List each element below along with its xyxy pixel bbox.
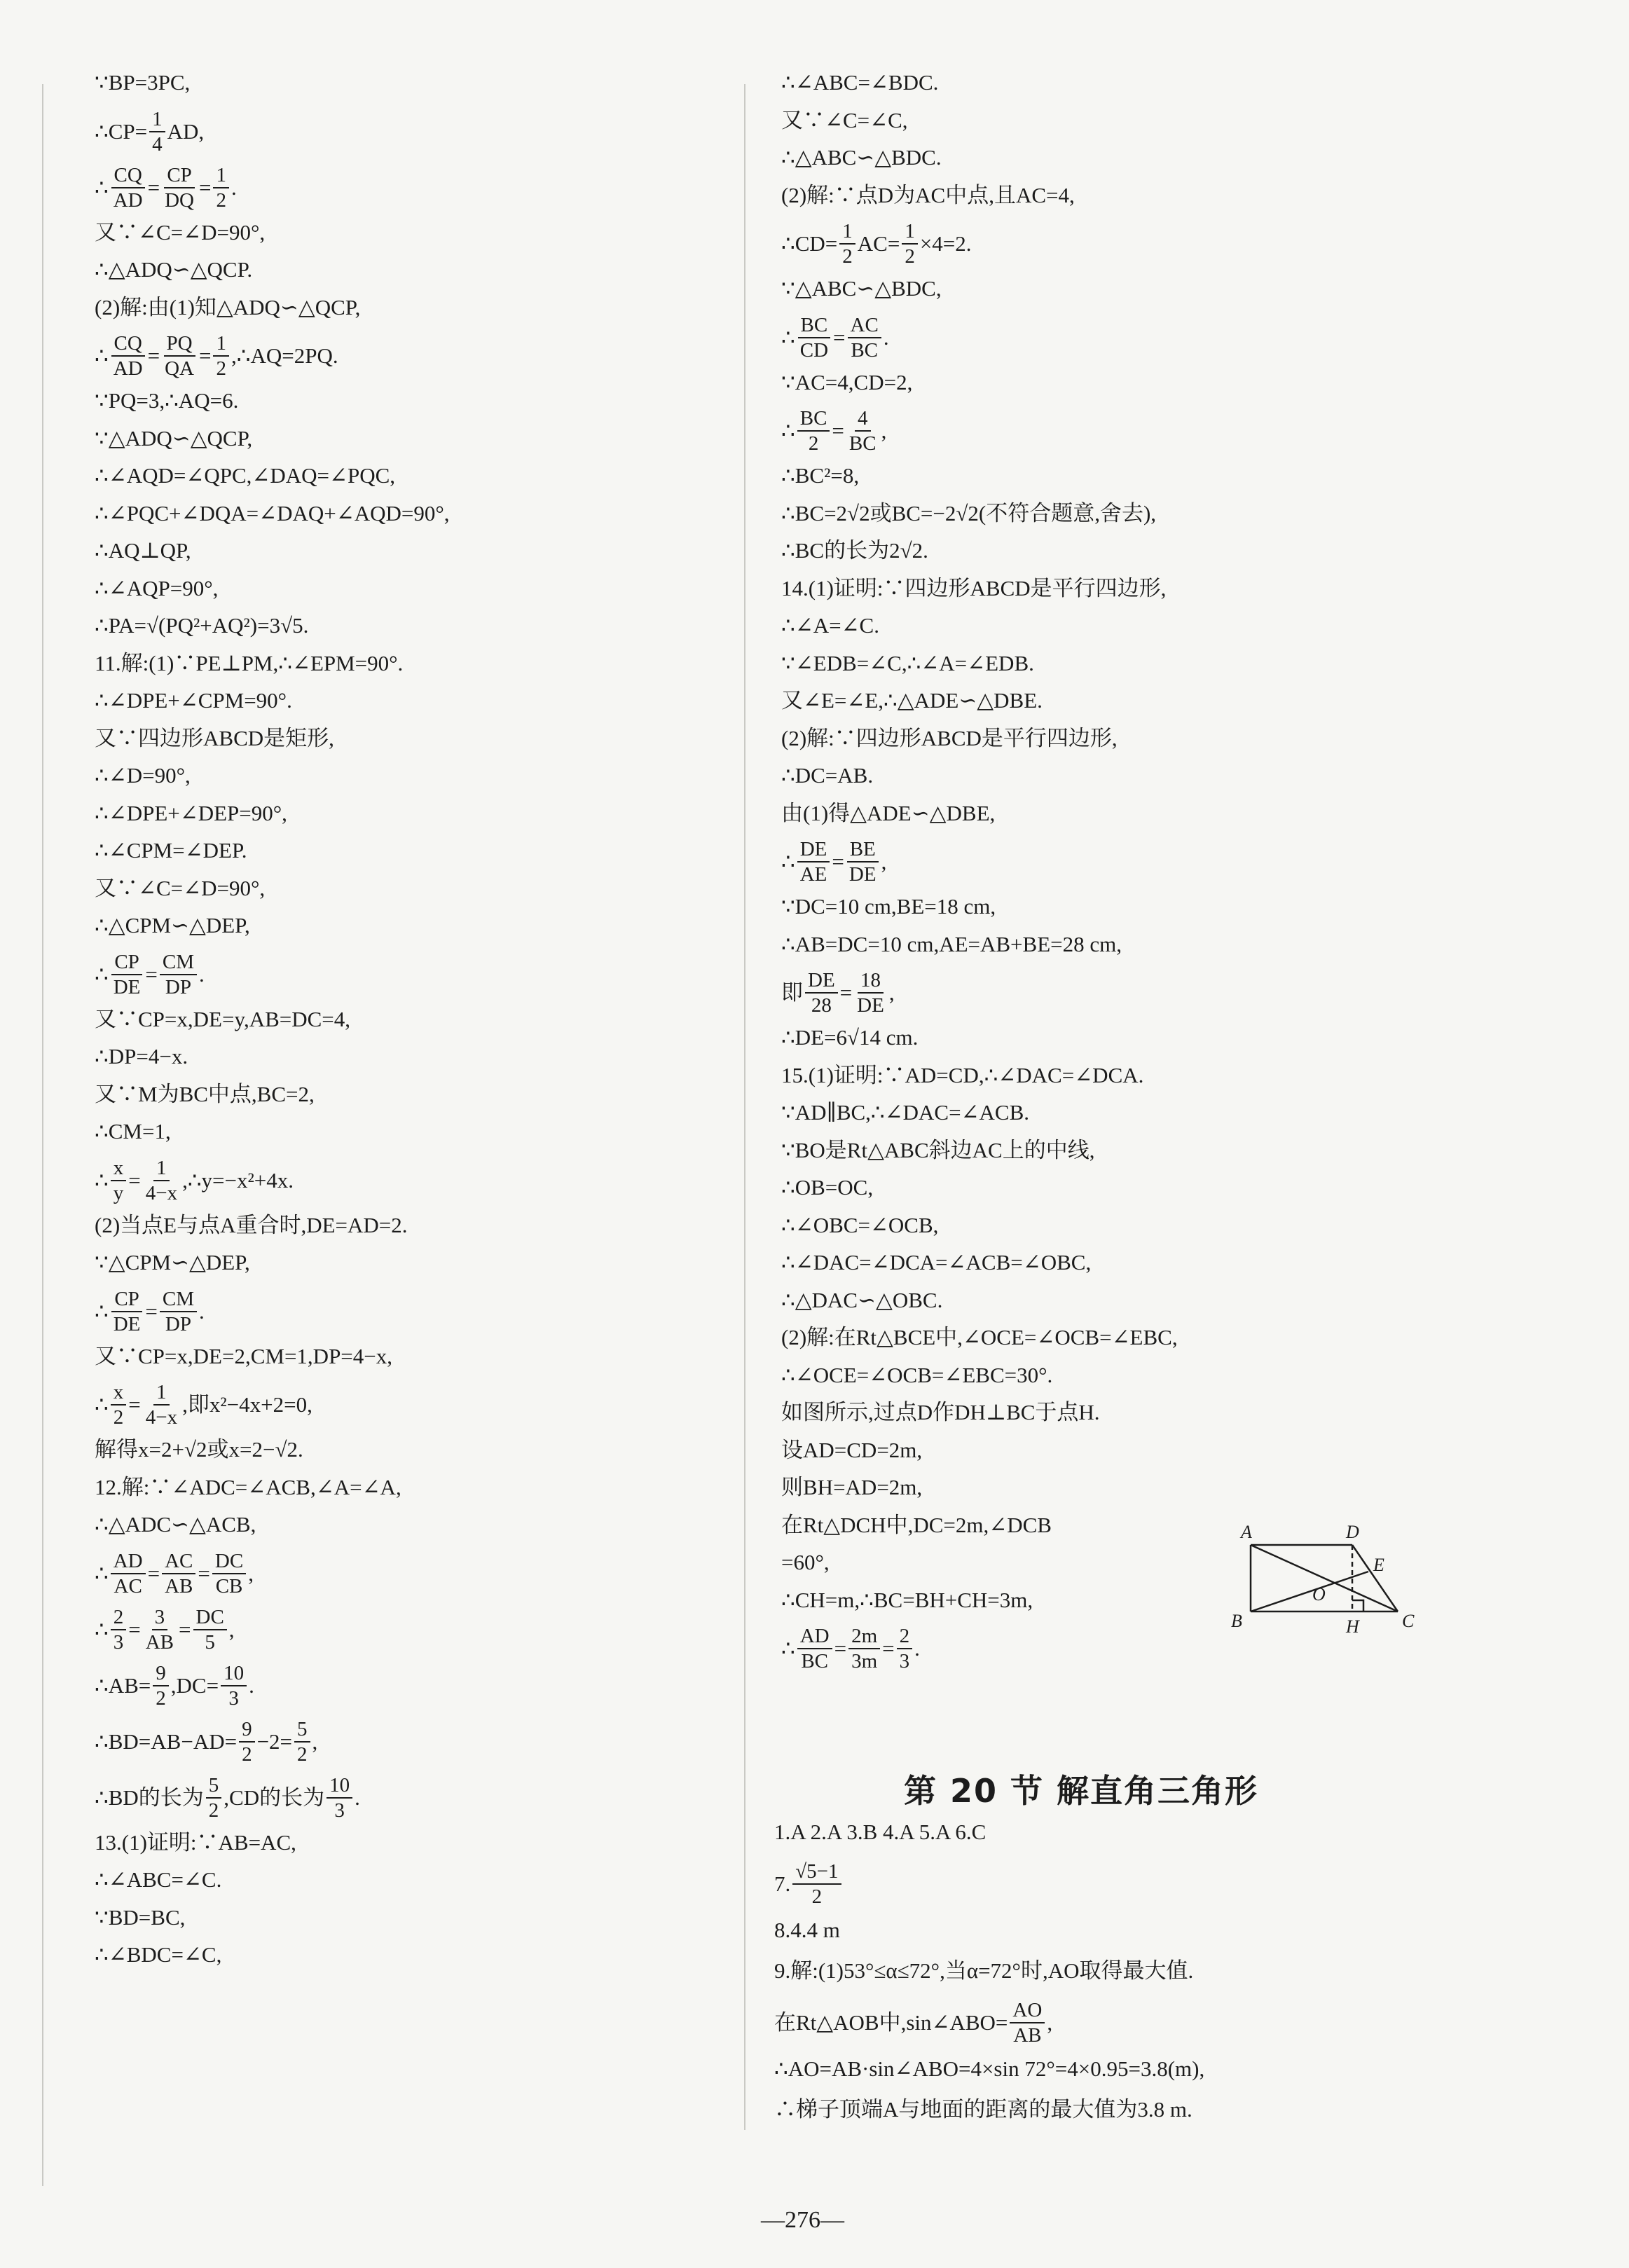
text-line xyxy=(95,1599,235,1661)
fraction-numerator: DC xyxy=(193,1605,227,1630)
text-run: ∴ xyxy=(95,1616,109,1642)
text-line: 9.解:(1)53°≤α≤72°,当α=72°时,AO取得最大值. xyxy=(774,1958,1194,1983)
text-line: ∴∠OBC=∠OCB, xyxy=(781,1212,939,1237)
fraction-numerator: 2m xyxy=(848,1624,880,1649)
text-line: ∴∠PQC+∠DQA=∠DAQ+∠AQD=90°, xyxy=(95,500,450,525)
fraction-denominator: 2 xyxy=(113,1406,124,1429)
text-line: ∴△DAC∽△OBC. xyxy=(781,1287,943,1312)
fraction-numerator: √5−1 xyxy=(792,1860,841,1885)
text-run: . xyxy=(231,174,237,200)
fraction-numerator: 1 xyxy=(153,1156,170,1181)
text-run: , xyxy=(1047,2010,1053,2035)
text-line xyxy=(95,1543,254,1604)
fraction-denominator: AB xyxy=(1013,2024,1042,2047)
text-line: ∴∠A=∠C. xyxy=(781,613,879,638)
fraction xyxy=(143,1605,177,1654)
text-line xyxy=(95,1374,312,1436)
fraction-numerator: 1 xyxy=(839,219,855,245)
text-line: ∵△ABC∽△BDC, xyxy=(781,276,942,301)
fraction xyxy=(143,1156,180,1205)
text-run: , xyxy=(881,418,887,443)
fraction xyxy=(294,1717,310,1766)
fraction-numerator: BC xyxy=(797,406,830,432)
fraction-denominator: CB xyxy=(215,1574,243,1597)
text-line: ∴BC=2√2或BC=−2√2(不符合题意,舍去), xyxy=(781,500,1157,525)
text-run: ∴ xyxy=(95,1298,109,1324)
text-line: 解得x=2+√2或x=2−√2. xyxy=(95,1437,303,1462)
text-run: . xyxy=(199,961,205,987)
fraction-denominator: 2 xyxy=(208,1799,219,1822)
text-line: 在Rt△DCH中,DC=2m,∠DCB xyxy=(781,1512,1052,1537)
fraction xyxy=(221,1661,247,1710)
fraction xyxy=(111,1380,127,1429)
text-line: ∴△CPM∽△DEP, xyxy=(95,913,250,937)
text-line: 由(1)得△ADE∽△DBE, xyxy=(781,800,996,825)
fraction-denominator: BC xyxy=(851,338,878,362)
text-line: (2)解:∵四边形ABCD是平行四边形, xyxy=(781,725,1118,750)
text-line: ∴∠ABC=∠C. xyxy=(95,1867,222,1892)
text-line: ∵△CPM∽△DEP, xyxy=(95,1250,250,1274)
fraction-numerator: AC xyxy=(848,313,881,338)
text-line xyxy=(95,1711,317,1773)
text-run: ,即x²−4x+2=0, xyxy=(182,1392,312,1417)
fraction xyxy=(1010,1998,1045,2047)
fraction xyxy=(160,950,197,999)
fraction-denominator: BC xyxy=(848,432,877,455)
text-line: ∴AO=AB·sin∠ABO=4×sin 72°=4×0.95=3.8(m), xyxy=(774,2056,1205,2081)
text-run: , xyxy=(312,1729,318,1754)
text-line xyxy=(95,1281,205,1342)
fraction xyxy=(797,837,830,886)
text-line: 8.4.4 m xyxy=(774,1918,840,1942)
fraction-numerator: 1 xyxy=(149,107,165,132)
fraction-denominator: DE xyxy=(848,863,877,886)
text-line: ∴DP=4−x. xyxy=(95,1044,188,1068)
label-d: D xyxy=(1346,1522,1359,1542)
text-run: = xyxy=(832,418,844,443)
fraction xyxy=(206,1773,222,1822)
text-run: = xyxy=(147,343,160,368)
text-run: ∴ xyxy=(95,1392,109,1417)
text-line: 14.(1)证明:∵四边形ABCD是平行四边形, xyxy=(781,575,1167,600)
text-run: ∴BD=AB−AD= xyxy=(95,1729,238,1754)
text-line: =60°, xyxy=(781,1550,830,1574)
text-run: ∴ xyxy=(781,418,795,443)
fraction-denominator: CD xyxy=(799,338,829,362)
text-line: ∵AD∥BC,∴∠DAC=∠ACB. xyxy=(781,1100,1030,1125)
text-line: 设AD=CD=2m, xyxy=(781,1437,923,1462)
text-line: 11.解:(1)∵PE⊥PM,∴∠EPM=90°. xyxy=(95,650,404,675)
segment-be xyxy=(1251,1572,1368,1611)
fraction-numerator: 10 xyxy=(327,1773,352,1799)
text-run: . xyxy=(914,1636,920,1661)
text-run: = xyxy=(128,1167,141,1193)
text-line xyxy=(95,1150,294,1211)
text-run: = xyxy=(882,1636,895,1661)
text-line xyxy=(95,101,204,163)
text-run: = xyxy=(832,849,844,874)
fraction-numerator: 1 xyxy=(153,1380,170,1406)
text-line: ∴OB=OC, xyxy=(781,1175,874,1200)
label-b: B xyxy=(1231,1611,1242,1631)
text-line: ∵BP=3PC, xyxy=(95,70,191,95)
fraction-denominator: 3 xyxy=(113,1630,124,1654)
fraction-denominator: 2 xyxy=(811,1885,823,1908)
text-run: 即 xyxy=(781,980,803,1005)
label-a: A xyxy=(1241,1522,1252,1542)
fraction-numerator: AD xyxy=(111,1549,146,1574)
fraction-denominator: 4 xyxy=(152,132,163,156)
fraction-denominator: DE xyxy=(113,975,141,998)
label-o: O xyxy=(1312,1584,1326,1604)
fraction-denominator: BC xyxy=(801,1650,829,1672)
fraction xyxy=(902,219,918,268)
text-run: = xyxy=(128,1616,141,1642)
fraction-denominator: AE xyxy=(799,863,827,886)
right-angle-mark xyxy=(1352,1600,1363,1611)
text-line: ∴∠CPM=∠DEP. xyxy=(95,838,247,862)
text-run: . xyxy=(883,324,889,350)
fraction xyxy=(846,406,879,455)
fraction-numerator: DE xyxy=(805,968,838,994)
text-line: ∴PA=√(PQ²+AQ²)=3√5. xyxy=(95,613,309,638)
text-run: , xyxy=(881,849,887,874)
text-line xyxy=(95,157,237,219)
label-c: C xyxy=(1402,1611,1415,1631)
text-line xyxy=(95,325,338,387)
text-line: ∴△ADC∽△ACB, xyxy=(95,1512,256,1537)
fraction-denominator: 5 xyxy=(205,1630,215,1654)
fraction-denominator: DP xyxy=(165,1312,191,1335)
text-line: 15.(1)证明:∵AD=CD,∴∠DAC=∠DCA. xyxy=(781,1062,1144,1087)
text-line: 1.A 2.A 3.B 4.A 5.A 6.C xyxy=(774,1820,987,1844)
fraction xyxy=(327,1773,352,1822)
text-line: 如图所示,过点D作DH⊥BC于点H. xyxy=(781,1400,1100,1424)
text-run: ,CD的长为 xyxy=(224,1785,325,1810)
text-line: ∴∠AQD=∠QPC,∠DAQ=∠PQC, xyxy=(95,463,396,488)
fraction-denominator: 4−x xyxy=(145,1406,178,1429)
fraction-denominator: AD xyxy=(113,188,143,212)
text-run: ∴ xyxy=(95,343,109,368)
fraction-denominator: 4−x xyxy=(145,1181,178,1204)
text-line: ∵PQ=3,∴AQ=6. xyxy=(95,388,239,413)
text-line: ∴∠D=90°, xyxy=(95,763,191,788)
fraction xyxy=(797,313,831,362)
fraction-numerator: AD xyxy=(797,1624,832,1649)
fraction-denominator: QA xyxy=(165,357,194,380)
text-run: −2= xyxy=(256,1729,293,1754)
text-line: ∴AB=DC=10 cm,AE=AB+BE=28 cm, xyxy=(781,931,1122,956)
text-run: , xyxy=(228,1616,235,1642)
fraction-numerator: DE xyxy=(797,837,830,862)
text-run: ∴ xyxy=(781,324,795,350)
fraction xyxy=(239,1717,255,1766)
text-run: = xyxy=(179,1616,191,1642)
fraction-numerator: 18 xyxy=(858,968,884,994)
text-line: ∴∠OCE=∠OCB=∠EBC=30°. xyxy=(781,1362,1053,1387)
fraction-numerator: AO xyxy=(1010,1998,1045,2023)
label-h: H xyxy=(1346,1616,1359,1637)
text-line xyxy=(781,307,889,369)
text-line: ∵△ADQ∽△QCP, xyxy=(95,425,253,451)
fraction-numerator: 1 xyxy=(902,219,918,245)
text-line: 又∵∠C=∠C, xyxy=(781,107,908,132)
text-run: = xyxy=(145,961,158,987)
text-run: ∴ xyxy=(95,1560,109,1586)
fraction-numerator: 4 xyxy=(855,406,871,432)
text-line: ∴BC²=8, xyxy=(781,463,860,488)
text-line xyxy=(781,213,972,275)
text-run: = xyxy=(199,174,212,200)
fraction-numerator: PQ xyxy=(164,331,195,357)
fraction xyxy=(111,950,144,999)
fraction-denominator: DQ xyxy=(165,188,194,212)
text-run: = xyxy=(833,324,846,350)
fraction xyxy=(792,1860,841,1909)
fraction xyxy=(213,163,229,212)
text-line: ∵BD=BC, xyxy=(95,1904,186,1930)
fraction xyxy=(839,219,855,268)
fraction-numerator: AC xyxy=(162,1549,195,1574)
fraction xyxy=(897,1624,913,1673)
text-line: (2)解:在Rt△BCE中,∠OCE=∠OCB=∠EBC, xyxy=(781,1325,1178,1349)
fraction-numerator: 10 xyxy=(221,1661,247,1686)
text-line: 则BH=AD=2m, xyxy=(781,1475,923,1499)
fraction xyxy=(213,331,229,380)
fraction-denominator: 3m xyxy=(851,1650,878,1672)
fraction-denominator: 3 xyxy=(334,1799,345,1822)
text-run: = xyxy=(198,1560,210,1586)
fraction-numerator: 2 xyxy=(111,1605,127,1630)
fraction-numerator: CP xyxy=(111,950,142,975)
text-line: ∵∠EDB=∠C,∴∠A=∠EDB. xyxy=(781,650,1034,675)
fraction-numerator: CM xyxy=(160,1287,197,1312)
text-run: ∴CP= xyxy=(95,118,148,144)
text-line: 13.(1)证明:∵AB=AC, xyxy=(95,1829,296,1855)
text-line: 又∵M为BC中点,BC=2, xyxy=(95,1081,315,1106)
text-line: (2)解:由(1)知△ADQ∽△QCP, xyxy=(95,294,361,319)
text-line: ∵DC=10 cm,BE=18 cm, xyxy=(781,894,996,919)
text-line: 12.解:∵∠ADC=∠ACB,∠A=∠A, xyxy=(95,1474,401,1499)
text-run: ,∴y=−x²+4x. xyxy=(182,1167,294,1193)
text-line xyxy=(95,1655,254,1717)
fraction-numerator: 5 xyxy=(206,1773,222,1799)
fraction xyxy=(193,1605,227,1654)
label-e: E xyxy=(1373,1555,1384,1575)
fraction xyxy=(797,1624,832,1673)
fraction xyxy=(160,1287,197,1336)
text-line xyxy=(781,962,895,1024)
geometry-figure xyxy=(1230,1513,1433,1640)
column-divider xyxy=(744,84,745,2130)
fraction-denominator: y xyxy=(113,1181,124,1204)
fraction xyxy=(848,313,881,362)
fraction-numerator: BC xyxy=(798,313,831,338)
fraction-denominator: AB xyxy=(165,1574,193,1597)
text-line: ∴∠BDC=∠C, xyxy=(95,1942,222,1967)
fraction xyxy=(805,968,838,1017)
text-run: . xyxy=(199,1298,205,1324)
fraction-denominator: 3 xyxy=(228,1686,239,1710)
fraction-denominator: 2 xyxy=(242,1743,252,1766)
text-line: 又∵∠C=∠D=90°, xyxy=(95,875,266,900)
fraction-numerator: 9 xyxy=(239,1717,255,1743)
fraction xyxy=(848,1624,880,1673)
text-line: ∴AQ⊥QP, xyxy=(95,538,191,563)
text-run: 在Rt△AOB中,sin∠ABO= xyxy=(774,2010,1008,2035)
text-line: ∴梯子顶端A与地面的距离的最大值为3.8 m. xyxy=(774,2097,1192,2122)
fraction-numerator: x xyxy=(111,1380,127,1406)
text-run: ∴ xyxy=(95,174,109,200)
text-run: = xyxy=(147,174,160,200)
fraction xyxy=(149,107,165,156)
text-line: (2)当点E与点A重合时,DE=AD=2. xyxy=(95,1212,408,1237)
text-run: = xyxy=(128,1392,141,1417)
text-line: ∴BC的长为2√2. xyxy=(781,538,928,563)
fraction-denominator: AC xyxy=(114,1574,142,1597)
fraction-denominator: AB xyxy=(145,1630,174,1654)
fraction-denominator: 2 xyxy=(156,1686,166,1710)
text-line: 又∠E=∠E,∴△ADE∽△DBE. xyxy=(781,688,1043,713)
text-line xyxy=(774,1992,1052,2054)
fraction-numerator: 5 xyxy=(294,1717,310,1743)
text-run: = xyxy=(834,1636,847,1661)
text-line xyxy=(95,944,205,1005)
fraction xyxy=(111,1156,127,1205)
fraction-denominator: AD xyxy=(113,357,143,380)
left-margin-rule xyxy=(42,84,43,2186)
fraction xyxy=(162,163,197,212)
text-line: ∴DC=AB. xyxy=(781,763,874,788)
fraction-numerator: 9 xyxy=(153,1661,169,1686)
text-run: ,DC= xyxy=(170,1672,219,1698)
text-line: ∴△ABC∽△BDC. xyxy=(781,145,942,170)
fraction-numerator: 1 xyxy=(213,163,229,188)
fraction xyxy=(153,1661,169,1710)
text-run: ∴ xyxy=(95,961,109,987)
text-run: ∴AB= xyxy=(95,1672,151,1698)
text-run: , xyxy=(888,980,895,1005)
fraction xyxy=(111,163,146,212)
text-line xyxy=(781,400,886,462)
text-run: = xyxy=(839,980,853,1005)
fraction-numerator: 1 xyxy=(213,331,229,357)
fraction-numerator: CM xyxy=(160,950,197,975)
text-line: 又∵∠C=∠D=90°, xyxy=(95,219,266,245)
text-line: ∴△ADQ∽△QCP. xyxy=(95,257,253,282)
text-run: ∴ xyxy=(95,1167,109,1193)
section-title: 第 20 节 解直角三角形 xyxy=(904,1772,1259,1810)
fraction-denominator: 28 xyxy=(811,994,832,1017)
fraction xyxy=(854,968,887,1017)
fraction xyxy=(162,331,197,380)
fraction-numerator: BE xyxy=(847,837,879,862)
text-line: ∵AC=4,CD=2, xyxy=(781,369,913,394)
text-run: . xyxy=(249,1672,254,1698)
text-line: ∴CM=1, xyxy=(95,1119,171,1143)
fraction-denominator: 2 xyxy=(808,432,819,455)
text-line: ∴∠DPE+∠CPM=90°. xyxy=(95,688,292,713)
fraction-numerator: CQ xyxy=(111,163,145,188)
text-run: ∴BD的长为 xyxy=(95,1785,204,1810)
fraction-denominator: DE xyxy=(113,1312,141,1335)
fraction xyxy=(111,1549,146,1598)
fraction-denominator: 3 xyxy=(899,1650,910,1672)
text-line xyxy=(781,1618,920,1679)
text-line xyxy=(95,1767,360,1829)
text-run: ,∴AQ=2PQ. xyxy=(231,343,338,368)
text-line xyxy=(774,1853,844,1915)
text-run: = xyxy=(199,343,212,368)
text-run: . xyxy=(355,1785,360,1810)
text-line: ∴CH=m,∴BC=BH+CH=3m, xyxy=(781,1587,1033,1612)
text-line: ∴∠DPE+∠DEP=90°, xyxy=(95,800,287,825)
text-line: 又∵CP=x,DE=y,AB=DC=4, xyxy=(95,1006,351,1031)
fraction-numerator: x xyxy=(111,1156,127,1181)
fraction-numerator: DC xyxy=(212,1549,246,1574)
fraction-denominator: 2 xyxy=(297,1743,308,1766)
text-run: = xyxy=(145,1298,158,1324)
text-run: ∴ xyxy=(781,1636,795,1661)
fraction-numerator: 2 xyxy=(897,1624,913,1649)
fraction-numerator: CQ xyxy=(111,331,145,357)
text-line: 又∵四边形ABCD是矩形, xyxy=(95,725,334,750)
text-run: ∴ xyxy=(781,849,795,874)
text-run: 7. xyxy=(774,1871,791,1896)
text-line: 又∵CP=x,DE=2,CM=1,DP=4−x, xyxy=(95,1343,393,1368)
text-line: ∵BO是Rt△ABC斜边AC上的中线, xyxy=(781,1137,1095,1162)
text-line: ∴∠ABC=∠BDC. xyxy=(781,70,939,95)
text-run: AC= xyxy=(857,231,900,256)
fraction xyxy=(846,837,879,886)
fraction xyxy=(111,1287,144,1336)
text-line xyxy=(781,831,886,893)
text-run: ∴CD= xyxy=(781,231,838,256)
fraction xyxy=(143,1380,180,1429)
page-number: —276— xyxy=(761,2207,844,2233)
text-line: (2)解:∵点D为AC中点,且AC=4, xyxy=(781,182,1075,207)
fraction-denominator: DE xyxy=(857,994,884,1017)
fraction-numerator: CP xyxy=(164,163,194,188)
fraction xyxy=(162,1549,195,1598)
text-line: ∴DE=6√14 cm. xyxy=(781,1025,919,1050)
fraction xyxy=(797,406,830,455)
fraction xyxy=(111,331,146,380)
text-run: ×4=2. xyxy=(919,231,972,256)
fraction-denominator: 2 xyxy=(216,188,226,212)
fraction-numerator: CP xyxy=(111,1287,142,1312)
fraction xyxy=(111,1605,127,1654)
text-run: AD, xyxy=(167,118,205,144)
text-line: ∴∠DAC=∠DCA=∠ACB=∠OBC, xyxy=(781,1250,1092,1274)
fraction-denominator: 2 xyxy=(842,245,853,268)
text-run: , xyxy=(248,1560,254,1586)
fraction-denominator: DP xyxy=(165,975,191,998)
fraction-denominator: 2 xyxy=(216,357,226,380)
text-run: = xyxy=(147,1560,160,1586)
fraction-denominator: 2 xyxy=(905,245,915,268)
text-line: ∴∠AQP=90°, xyxy=(95,575,219,600)
fraction xyxy=(212,1549,246,1598)
fraction-numerator: 3 xyxy=(152,1605,168,1630)
